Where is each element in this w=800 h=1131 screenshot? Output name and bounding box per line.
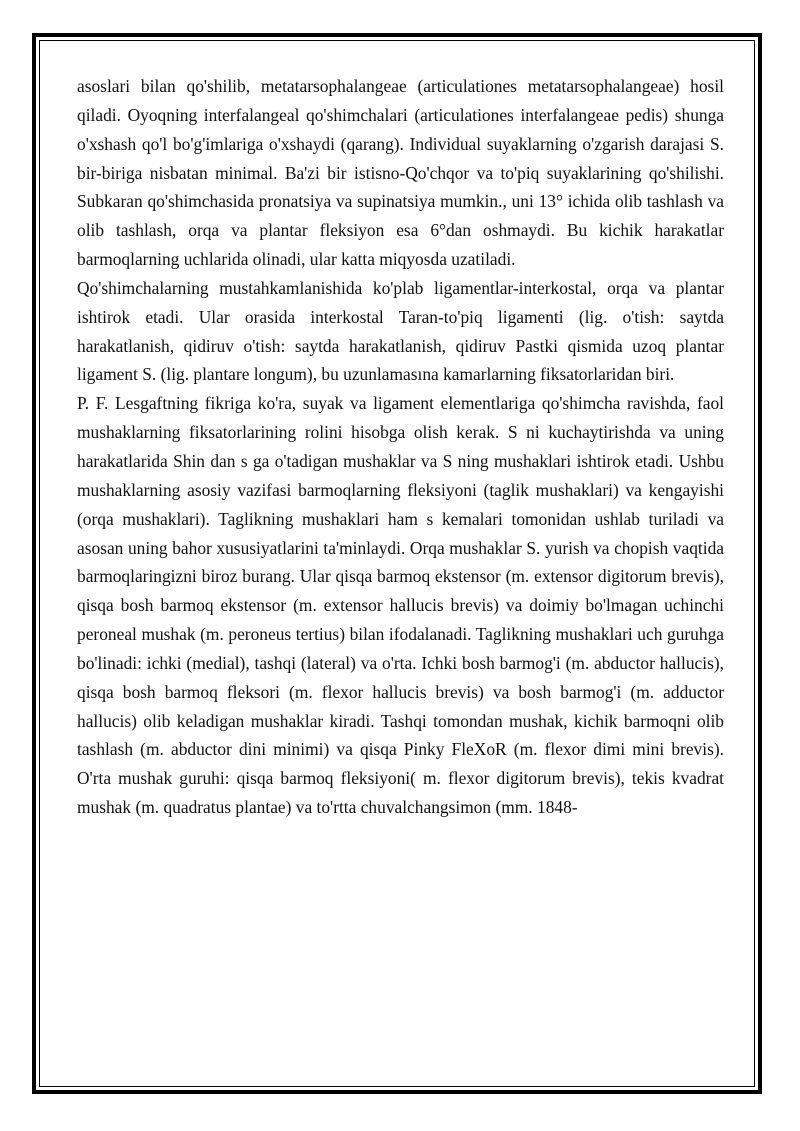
- paragraph-3: P. F. Lesgaftning fikriga ko'ra, suyak va ligament elementlariga qo'shimcha ravishda, faol mushaklarning fiksatorlarining rolini hisobga olish kerak. S ni kuchaytirishda va uning harakatlarida Shin dan s ga o'tadigan mushaklar va S ning mushaklari ishtirok etadi. Ushbu mushaklarning asosiy vazifasi barmoqlarning fleksiyoni (taglik mushaklari) va kengayishi (orqa mushaklari). Taglikning mushaklari ham s kemalari tomonidan ushlab turiladi va asosan uning bahor xususiyatlarini ta'minlaydi. Orqa mushaklar S. yurish va chopish vaqtida barmoqlaringizni biroz burang. Ular qisqa barmoq ekstensor (m. extensor digitorum brevis), qisqa bosh barmoq ekstensor (m. extensor hallucis brevis) va doimiy bo'lmagan uchinchi peroneal mushak (m. peroneus tertius) bilan ifodalanadi. Taglikning mushaklari uch guruhga bo'linadi: ichki (medial), tashqi (lateral) va o'rta. Ichki bosh barmog'i (m. abductor hallucis), qisqa bosh barmoq fleksori (m. flexor hallucis brevis) va bosh barmog'i (m. adductor hallucis) olib keladigan mushaklar kiradi. Tashqi tomondan mushak, kichik barmoqni olib tashlash (m. abductor dini minimi) va qisqa Pinky FleXoR (m. flexor dimi mini brevis). O'rta mushak guruhi: qisqa barmoq fleksiyoni( m. flexor digitorum brevis), tekis kvadrat mushak (m. quadratus plantae) va to'rtta chuvalchangsimon (mm. 1848-: [77, 393, 724, 818]
- document-body: [77, 72, 724, 822]
- paragraph-1: asoslari bilan qo'shilib, metatarsophalangeae (articulationes metatarsophalangeae) hosil qiladi. Oyoqning interfalangeal qo'shimchalari (articulationes interfalangeae pedis) shunga o'xshash qo'l bo'g'imlariga o'xshaydi (qarang). Individual suyaklarning o'zgarish darajasi S. bir-biriga nisbatan minimal. Ba'zi bir istisno-Qo'chqor va to'piq suyaklarining qo'shilishi. Subkaran qo'shimchasida pronatsiya va supinatsiya mumkin., uni 13° ichida olib tashlash va olib tashlash, orqa va plantar fleksiyon esa 6°dan oshmaydi. Bu kichik harakatlar barmoqlarning uchlarida olinadi, ular katta miqyosda uzatiladi.: [77, 76, 724, 270]
- paragraph-2: Qo'shimchalarning mustahkamlanishida ko'plab ligamentlar-interkostal, orqa va plantar ishtirok etadi. Ular orasida interkostal Taran-to'piq ligamenti (lig. o'tish: saytda harakatlanish, qidiruv o'tish: saytda harakatlanish, qidiruv Pastki qismida uzoq plantar ligament S. (lig. plantare longum), bu uzunlamasına kamarlarning fiksatorlaridan biri.: [77, 277, 724, 385]
